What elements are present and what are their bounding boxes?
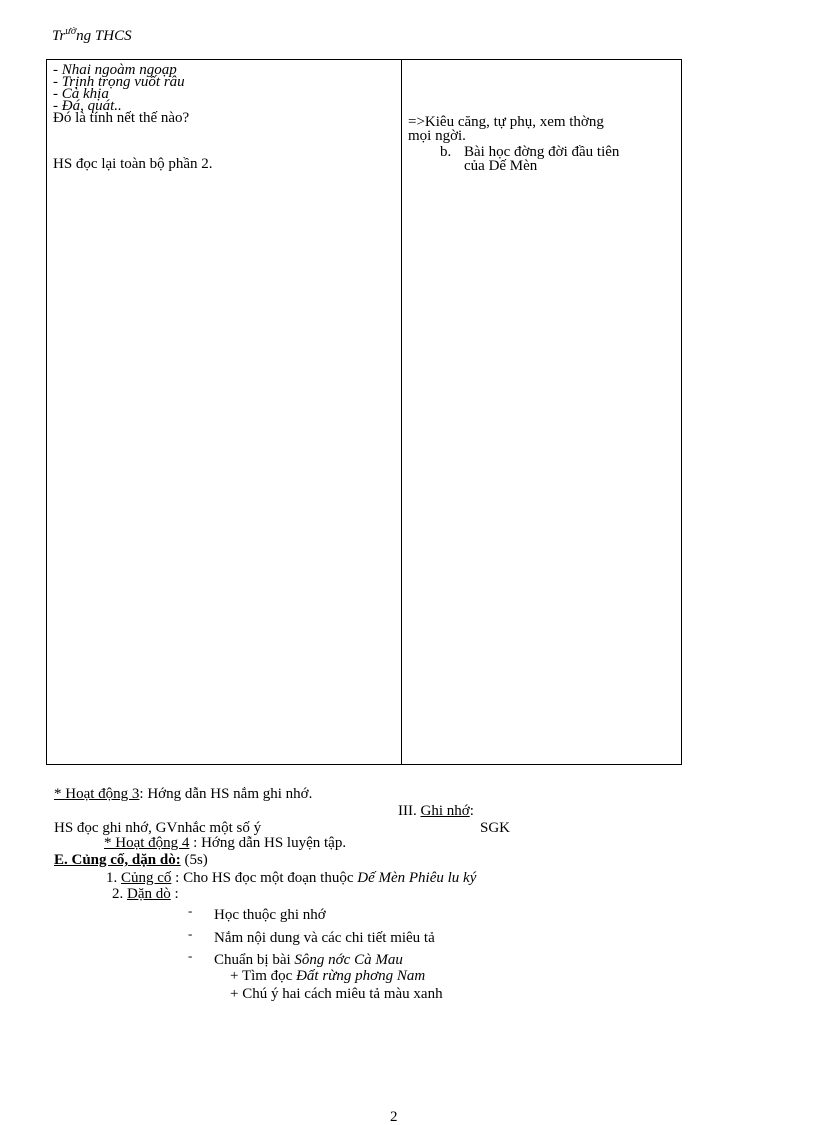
activity-3-label: * Hoạt động 3 [54,786,140,802]
spacer [53,124,393,158]
bullet-item-2: Nắm nội dung và các chi tiết miêu tả [214,930,435,946]
header-suffix: ng THCS [76,28,132,44]
activity-4-text: : Hớng dẫn HS luyện tập. [189,835,347,851]
sub-item-1-text: + Tìm đọc [230,968,297,984]
section-e-label: E. Củng cố, dặn dò: [54,852,181,868]
table-right-column [408,114,676,176]
header-prefix: Tr [52,28,66,44]
activity-3-text: : Hớng dẫn HS nắm ghi nhớ. [139,786,313,802]
left-line-4: - Đá, quát.. [53,98,122,114]
bullet-item-3-title: Sông nớc Cà Mau [294,952,403,968]
left-question: Đó là tính nết thế nào? [53,110,190,126]
dan-do-colon: : [170,886,179,902]
item-b-marker: b. [440,144,452,160]
right-item-b [408,144,676,160]
sub-item-2: + Chú ý hai cách miêu tả màu xanh [230,986,443,1002]
table-left-column [53,64,393,170]
dan-do-label: Dặn dò [127,886,171,902]
left-line-1: - Nhai ngoàm ngoạp [53,62,177,78]
section-e-time: (5s) [180,852,208,868]
cung-co-text: : Cho HS đọc một đoạn thuộc [171,870,358,886]
item-b-line-2: của Dế Mèn [464,158,538,174]
left-line-2: - Trịnh trọng vuốt râu [53,74,185,90]
sub-item-1 [230,968,425,984]
bullet-item-1: Học thuộc ghi nhớ [214,907,326,923]
dan-do-line [112,886,179,902]
cung-co-label: Củng cố [121,870,172,886]
bullet-mark-2: - [188,926,193,941]
memo-colon: : [469,803,474,819]
column-divider [401,60,402,764]
left-line-3: - Cà khịa [53,86,109,102]
dan-do-number: 2. [112,886,124,902]
hs-memo: HS đọc ghi nhớ, GVnhắc một số ý [54,820,262,836]
memo-number: III. [398,803,417,819]
memo-heading [398,803,474,819]
bullet-mark-3: - [188,948,193,963]
activity-4 [104,835,346,851]
page-number: 2 [390,1109,398,1125]
bullet-mark-1: - [188,903,193,918]
memo-label: Ghi nhớ [420,803,470,819]
item-b-line-1: Bài học đờng đời đầu tiên [464,144,620,160]
activity-3 [54,786,312,802]
activity-4-label: * Hoạt động 4 [104,835,190,851]
right-answer-line-2: mọi ngời. [408,128,466,144]
page-header [52,24,132,44]
header-superscript: ườ [65,26,77,37]
memo-source: SGK [480,820,511,836]
cung-co-book: Dế Mèn Phiêu lu ký [357,870,477,886]
left-task: HS đọc lại toàn bộ phần 2. [53,156,213,172]
bullet-item-3 [214,952,403,968]
bullet-item-3-text: Chuẩn bị bài [214,952,295,968]
sub-item-1-title: Đất rừng phơng Nam [296,968,426,984]
lesson-table [46,59,682,765]
cung-co-number: 1. [106,870,118,886]
section-e [54,852,208,868]
cung-co-line [106,870,476,886]
right-answer-line-1: =>Kiêu căng, tự phụ, xem thờng [408,114,604,130]
